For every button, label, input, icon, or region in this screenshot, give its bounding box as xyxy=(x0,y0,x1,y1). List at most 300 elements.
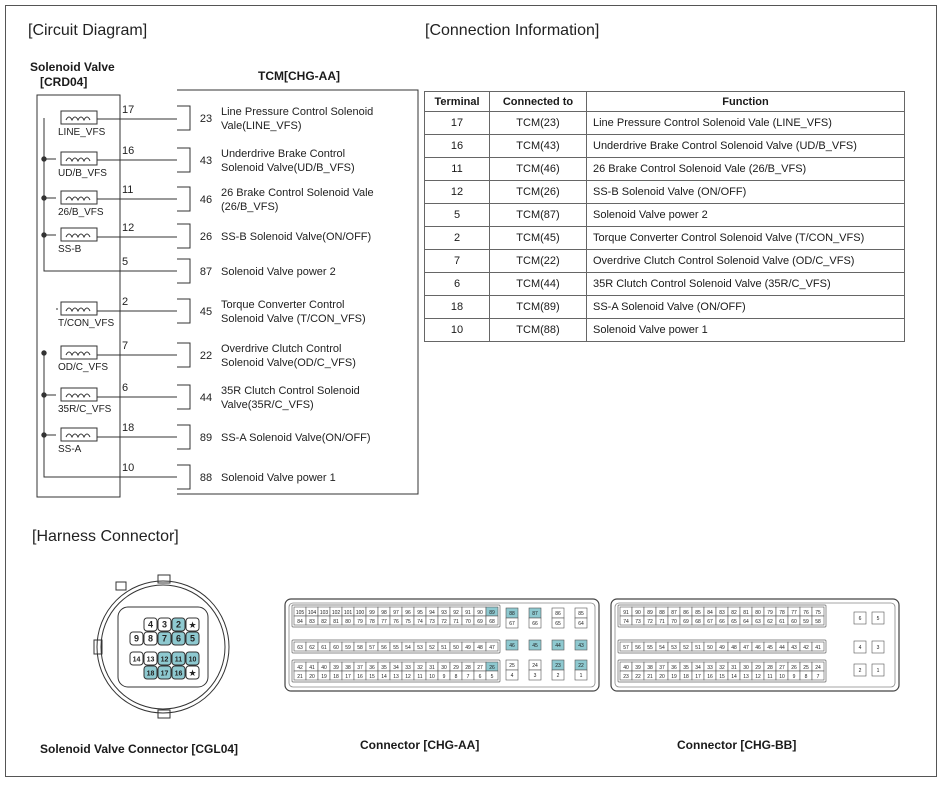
pin-55: 55 xyxy=(647,644,653,651)
pin-33: 33 xyxy=(707,664,713,671)
function-cell: Line Pressure Control Solenoid Vale (LINE_VFS) xyxy=(587,112,905,135)
pin-47: 47 xyxy=(489,644,495,651)
pin-79: 79 xyxy=(357,618,363,625)
pin-75: 75 xyxy=(405,618,411,625)
pin-57: 57 xyxy=(623,644,629,651)
pin-76: 76 xyxy=(803,609,809,616)
pin-51: 51 xyxy=(441,644,447,651)
pin-70: 70 xyxy=(465,618,471,625)
wire-number-7: 7 xyxy=(122,340,129,352)
tcm-pin-26: 26 xyxy=(199,231,213,243)
pin-60: 60 xyxy=(333,644,339,651)
connection-table xyxy=(424,91,905,342)
terminal-cell: 18 xyxy=(425,296,490,319)
connector-latch xyxy=(116,582,126,590)
connector-inner-ring xyxy=(101,585,225,709)
junction-dot xyxy=(42,433,46,437)
pin-88: 88 xyxy=(509,611,515,617)
pin-62: 62 xyxy=(309,644,315,651)
pin-59: 59 xyxy=(345,644,351,651)
wire-number-11: 11 xyxy=(122,184,134,196)
pin-86: 86 xyxy=(683,609,689,616)
table-row xyxy=(425,250,905,273)
tcm-pin-desc-43: Solenoid Valve(UD/B_VFS) xyxy=(221,162,355,174)
pin-25: 25 xyxy=(803,664,809,671)
pin-6: 6 xyxy=(175,633,182,644)
pin-12: 12 xyxy=(160,656,169,664)
pin-5: 5 xyxy=(490,673,494,680)
tcm-pin-box xyxy=(177,106,190,130)
pin-24: 24 xyxy=(815,664,821,671)
connector-outer-ring xyxy=(97,581,229,713)
tcm-pin-desc-46: (26/B_VFS) xyxy=(221,201,279,213)
pin-37: 37 xyxy=(659,664,665,671)
pin-34: 34 xyxy=(695,664,701,671)
wire-number-2: 2 xyxy=(122,296,129,308)
connected-to-cell: TCM(44) xyxy=(490,273,587,296)
pin-60: 60 xyxy=(791,618,797,625)
table-row xyxy=(425,204,905,227)
pin-96: 96 xyxy=(405,609,411,616)
coil-label-0: LINE_VFS xyxy=(58,127,106,138)
terminal-cell: 10 xyxy=(425,319,490,342)
pin-40: 40 xyxy=(321,664,327,671)
pin-19: 19 xyxy=(671,673,677,680)
pin-2: 2 xyxy=(175,619,182,630)
pin-44: 44 xyxy=(555,643,561,649)
pin-49: 49 xyxy=(719,644,725,651)
tcm-pin-box xyxy=(177,425,190,449)
tcm-pin-46: 46 xyxy=(199,194,213,206)
pin-1: 1 xyxy=(579,673,583,679)
tcm-pin-87: 87 xyxy=(199,266,213,278)
coil-symbol xyxy=(61,191,97,204)
pin-21: 21 xyxy=(297,673,303,680)
connected-to-cell: TCM(23) xyxy=(490,112,587,135)
pin-91: 91 xyxy=(465,609,471,616)
pin-92: 92 xyxy=(453,609,459,616)
pin-18: 18 xyxy=(333,673,339,680)
pin-74: 74 xyxy=(623,618,629,625)
tcm-pin-43: 43 xyxy=(199,155,213,167)
pin-98: 98 xyxy=(381,609,387,616)
pin-2: 2 xyxy=(858,668,862,674)
pin-58: 58 xyxy=(357,644,363,651)
pin-star: ★ xyxy=(188,620,197,630)
pin-27: 27 xyxy=(779,664,785,671)
pin-58: 58 xyxy=(815,618,821,625)
harness-connector-title: [Harness Connector] xyxy=(32,528,179,545)
coil-label-2: 26/B_VFS xyxy=(58,207,104,218)
tcm-pin-desc-22: Overdrive Clutch Control xyxy=(221,343,342,355)
pin-20: 20 xyxy=(309,673,315,680)
function-cell: Underdrive Brake Control Solenoid Valve (UD/B_VFS) xyxy=(587,135,905,158)
pin-4: 4 xyxy=(510,673,514,679)
pin-66: 66 xyxy=(719,618,725,625)
chg-bb-caption: Connector [CHG-BB] xyxy=(677,738,797,752)
pin-16: 16 xyxy=(707,673,713,680)
solenoid-valve-label: Solenoid Valve xyxy=(30,60,115,74)
pin-56: 56 xyxy=(381,644,387,651)
connection-info-title: [Connection Information] xyxy=(425,22,600,39)
pin-97: 97 xyxy=(393,609,399,616)
tcm-pin-desc-23: Vale(LINE_VFS) xyxy=(221,120,302,132)
power-bus-1 xyxy=(44,353,58,477)
tcm-pin-88: 88 xyxy=(199,472,213,484)
pin-50: 50 xyxy=(453,644,459,651)
pin-17: 17 xyxy=(695,673,701,680)
pin-7: 7 xyxy=(161,633,168,644)
pin-53: 53 xyxy=(417,644,423,651)
pin-28: 28 xyxy=(465,664,471,671)
junction-dot xyxy=(42,351,46,355)
pin-16: 16 xyxy=(174,670,183,678)
pin-94: 94 xyxy=(429,609,435,616)
pin-22: 22 xyxy=(635,673,641,680)
pin-54: 54 xyxy=(659,644,665,651)
function-cell: 35R Clutch Control Solenoid Valve (35R/C_VFS) xyxy=(587,273,905,296)
pin-40: 40 xyxy=(623,664,629,671)
pin-99: 99 xyxy=(369,609,375,616)
pin-9: 9 xyxy=(133,633,140,644)
table-row xyxy=(425,181,905,204)
pin-80: 80 xyxy=(755,609,761,616)
solenoid-valve-code: [CRD04] xyxy=(40,75,88,89)
pin-11: 11 xyxy=(767,673,773,680)
pin-83: 83 xyxy=(719,609,725,616)
coil-label-3: SS-B xyxy=(58,244,82,255)
tcm-pin-desc-45: Solenoid Valve (T/CON_VFS) xyxy=(221,313,366,325)
pin-3: 3 xyxy=(533,673,537,679)
tcm-pin-box xyxy=(177,385,190,409)
connected-to-cell: TCM(45) xyxy=(490,227,587,250)
pin-65: 65 xyxy=(731,618,737,625)
pin-73: 73 xyxy=(429,618,435,625)
connected-to-cell: TCM(22) xyxy=(490,250,587,273)
table-header-row xyxy=(425,92,905,112)
pin-95: 95 xyxy=(417,609,423,616)
function-cell: Torque Converter Control Solenoid Valve (T/CON_VFS) xyxy=(587,227,905,250)
pin-35: 35 xyxy=(381,664,387,671)
pin-31: 31 xyxy=(429,664,435,671)
table-row xyxy=(425,112,905,135)
pin-76: 76 xyxy=(393,618,399,625)
pin-11: 11 xyxy=(174,656,183,664)
junction-dot xyxy=(42,157,46,161)
function-cell: Overdrive Clutch Control Solenoid Valve (OD/C_VFS) xyxy=(587,250,905,273)
coil-symbol xyxy=(61,346,97,359)
terminal-cell: 5 xyxy=(425,204,490,227)
pin-91: 91 xyxy=(623,609,629,616)
junction-dot xyxy=(42,393,46,397)
pin-84: 84 xyxy=(707,609,713,616)
pin-64: 64 xyxy=(578,621,584,627)
tcm-pin-desc-87: Solenoid Valve power 2 xyxy=(221,266,336,278)
pin-15: 15 xyxy=(369,673,375,680)
pin-67: 67 xyxy=(509,621,515,627)
pin-70: 70 xyxy=(671,618,677,625)
pin-67: 67 xyxy=(707,618,713,625)
connected-to-cell: TCM(46) xyxy=(490,158,587,181)
function-cell: 26 Brake Control Solenoid Vale (26/B_VFS) xyxy=(587,158,905,181)
pin-59: 59 xyxy=(803,618,809,625)
pin-55: 55 xyxy=(393,644,399,651)
pin-8: 8 xyxy=(454,673,458,680)
pin-18: 18 xyxy=(146,670,155,678)
table-row xyxy=(425,135,905,158)
coil-symbol xyxy=(61,152,97,165)
junction-dot xyxy=(42,196,46,200)
pin-82: 82 xyxy=(731,609,737,616)
tcm-pin-desc-88: Solenoid Valve power 1 xyxy=(221,472,336,484)
pin-29: 29 xyxy=(755,664,761,671)
pin-65: 65 xyxy=(555,621,561,627)
pin-36: 36 xyxy=(671,664,677,671)
pin-32: 32 xyxy=(719,664,725,671)
header-terminal: Terminal xyxy=(425,92,490,112)
pin-1: 1 xyxy=(876,668,880,674)
pin-56: 56 xyxy=(635,644,641,651)
connected-to-cell: TCM(87) xyxy=(490,204,587,227)
tcm-pin-desc-26: SS-B Solenoid Valve(ON/OFF) xyxy=(221,231,372,243)
terminal-cell: 16 xyxy=(425,135,490,158)
tcm-pin-box xyxy=(177,465,190,489)
wire-number-10: 10 xyxy=(122,462,135,474)
pin-46: 46 xyxy=(755,644,761,651)
pin-17: 17 xyxy=(345,673,351,680)
cgl04-connector xyxy=(88,572,238,722)
pin-4: 4 xyxy=(147,619,154,630)
pin-42: 42 xyxy=(297,664,303,671)
pin-29: 29 xyxy=(453,664,459,671)
pin-26: 26 xyxy=(791,664,797,671)
terminal-cell: 6 xyxy=(425,273,490,296)
tcm-pin-box xyxy=(177,343,190,367)
pin-13: 13 xyxy=(743,673,749,680)
chg-aa-connector xyxy=(284,598,602,694)
coil-symbol xyxy=(61,228,97,241)
pin-100: 100 xyxy=(355,609,365,616)
pin-8: 8 xyxy=(147,633,154,644)
pin-78: 78 xyxy=(369,618,375,625)
pin-87: 87 xyxy=(671,609,677,616)
pin-74: 74 xyxy=(417,618,423,625)
pin-27: 27 xyxy=(477,664,483,671)
pin-12: 12 xyxy=(755,673,761,680)
tcm-pin-45: 45 xyxy=(199,306,213,318)
pin-103: 103 xyxy=(319,609,329,616)
wire-number-16: 16 xyxy=(122,145,135,157)
pin-14: 14 xyxy=(381,673,387,680)
pin-5: 5 xyxy=(189,633,196,644)
pin-51: 51 xyxy=(695,644,701,651)
pin-48: 48 xyxy=(731,644,737,651)
pin-3: 3 xyxy=(161,619,168,630)
pin-86: 86 xyxy=(555,611,561,617)
connected-to-cell: TCM(43) xyxy=(490,135,587,158)
pin-2: 2 xyxy=(556,673,560,679)
pin-18: 18 xyxy=(683,673,689,680)
pin-89: 89 xyxy=(489,609,495,616)
pin-61: 61 xyxy=(779,618,785,625)
pin-54: 54 xyxy=(405,644,411,651)
pin-101: 101 xyxy=(343,609,353,616)
pin-6: 6 xyxy=(858,616,862,622)
pin-23: 23 xyxy=(555,663,561,669)
pin-41: 41 xyxy=(309,664,315,671)
pin-12: 12 xyxy=(405,673,411,680)
tcm-pin-box xyxy=(177,187,190,211)
tcm-pin-22: 22 xyxy=(199,350,213,362)
pin-78: 78 xyxy=(779,609,785,616)
pin-87: 87 xyxy=(532,611,538,617)
table-row xyxy=(425,296,905,319)
tcm-pin-desc-44: 35R Clutch Control Solenoid xyxy=(221,385,360,397)
pin-17: 17 xyxy=(160,670,169,678)
pin-41: 41 xyxy=(815,644,821,651)
connector-tab-bottom xyxy=(158,710,170,718)
coil-label-5: OD/C_VFS xyxy=(58,362,109,373)
pin-13: 13 xyxy=(146,656,155,664)
pin-49: 49 xyxy=(465,644,471,651)
tcm-pin-desc-45: Torque Converter Control xyxy=(221,299,345,311)
pin-104: 104 xyxy=(307,609,317,616)
coil-symbol xyxy=(61,428,97,441)
pin-38: 38 xyxy=(345,664,351,671)
tcm-pin-desc-22: Solenoid Valve(OD/C_VFS) xyxy=(221,357,356,369)
power-bus-2 xyxy=(44,118,58,271)
chg-aa-caption: Connector [CHG-AA] xyxy=(360,738,480,752)
pin-81: 81 xyxy=(743,609,749,616)
pin-85: 85 xyxy=(695,609,701,616)
pin-63: 63 xyxy=(297,644,303,651)
tcm-pin-89: 89 xyxy=(199,432,213,444)
pin-52: 52 xyxy=(429,644,435,651)
pin-45: 45 xyxy=(767,644,773,651)
coil-label-6: 35R/C_VFS xyxy=(58,404,112,415)
pin-10: 10 xyxy=(188,656,197,664)
header-function: Function xyxy=(587,92,905,112)
table-row xyxy=(425,273,905,296)
pin-22: 22 xyxy=(578,663,584,669)
terminal-cell: 17 xyxy=(425,112,490,135)
pin-3: 3 xyxy=(876,645,880,651)
cgl04-caption: Solenoid Valve Connector [CGL04] xyxy=(40,742,239,756)
tcm-pin-23: 23 xyxy=(199,113,213,125)
pin-81: 81 xyxy=(333,618,339,625)
pin-37: 37 xyxy=(357,664,363,671)
pin-5: 5 xyxy=(876,616,880,622)
pin-77: 77 xyxy=(381,618,387,625)
coil-symbol xyxy=(61,388,97,401)
tcm-pin-desc-46: 26 Brake Control Solenoid Vale xyxy=(221,187,374,199)
pin-6: 6 xyxy=(478,673,482,680)
pin-88: 88 xyxy=(659,609,665,616)
pin-20: 20 xyxy=(659,673,665,680)
pin-68: 68 xyxy=(489,618,495,625)
pin-15: 15 xyxy=(719,673,725,680)
table-row xyxy=(425,319,905,342)
connected-to-cell: TCM(89) xyxy=(490,296,587,319)
pin-73: 73 xyxy=(635,618,641,625)
function-cell: Solenoid Valve power 2 xyxy=(587,204,905,227)
table-row xyxy=(425,158,905,181)
pin-8: 8 xyxy=(804,673,808,680)
pin-75: 75 xyxy=(815,609,821,616)
pin-71: 71 xyxy=(659,618,665,625)
junction-dot xyxy=(42,233,46,237)
tcm-pin-box xyxy=(177,148,190,172)
function-cell: SS-B Solenoid Valve (ON/OFF) xyxy=(587,181,905,204)
pin-69: 69 xyxy=(477,618,483,625)
pin-19: 19 xyxy=(321,673,327,680)
wire-number-6: 6 xyxy=(122,382,129,394)
pin-30: 30 xyxy=(743,664,749,671)
pin-47: 47 xyxy=(743,644,749,651)
pin-50: 50 xyxy=(707,644,713,651)
pin-84: 84 xyxy=(297,618,303,625)
pin-79: 79 xyxy=(767,609,773,616)
pin-105: 105 xyxy=(295,609,305,616)
pin-63: 63 xyxy=(755,618,761,625)
wire-number-12: 12 xyxy=(122,222,135,234)
terminal-cell: 11 xyxy=(425,158,490,181)
pin-35: 35 xyxy=(683,664,689,671)
pin-10: 10 xyxy=(429,673,435,680)
pin-4: 4 xyxy=(858,645,862,651)
pin-13: 13 xyxy=(393,673,399,680)
pin-36: 36 xyxy=(369,664,375,671)
tcm-title: TCM[CHG-AA] xyxy=(258,69,340,83)
pin-39: 39 xyxy=(333,664,339,671)
pin-star: ★ xyxy=(188,668,197,678)
tcm-pin-desc-43: Underdrive Brake Control xyxy=(221,148,346,160)
pin-71: 71 xyxy=(453,618,459,625)
connected-to-cell: TCM(88) xyxy=(490,319,587,342)
wire-number-17: 17 xyxy=(122,104,135,116)
coil-symbol xyxy=(61,111,97,124)
pin-9: 9 xyxy=(442,673,446,680)
pin-72: 72 xyxy=(647,618,653,625)
pin-43: 43 xyxy=(791,644,797,651)
tcm-pin-desc-23: Line Pressure Control Solenoid xyxy=(221,106,374,118)
tcm-pin-box xyxy=(177,259,190,283)
pin-82: 82 xyxy=(321,618,327,625)
coil-label-1: UD/B_VFS xyxy=(58,168,107,179)
pin-14: 14 xyxy=(132,656,141,664)
function-cell: Solenoid Valve power 1 xyxy=(587,319,905,342)
pin-24: 24 xyxy=(532,663,538,669)
pin-66: 66 xyxy=(532,621,538,627)
pin-90: 90 xyxy=(477,609,483,616)
pin-44: 44 xyxy=(779,644,785,651)
pin-14: 14 xyxy=(731,673,737,680)
pin-23: 23 xyxy=(623,673,629,680)
pin-102: 102 xyxy=(331,609,341,616)
tcm-pin-desc-89: SS-A Solenoid Valve(ON/OFF) xyxy=(221,432,371,444)
pin-80: 80 xyxy=(345,618,351,625)
pin-46: 46 xyxy=(509,643,515,649)
pin-52: 52 xyxy=(683,644,689,651)
pin-53: 53 xyxy=(671,644,677,651)
pin-89: 89 xyxy=(647,609,653,616)
coil-label-4: T/CON_VFS xyxy=(58,318,115,329)
function-cell: SS-A Solenoid Valve (ON/OFF) xyxy=(587,296,905,319)
pin-7: 7 xyxy=(816,673,820,680)
pin-69: 69 xyxy=(683,618,689,625)
tcm-pin-box xyxy=(177,299,190,323)
pin-28: 28 xyxy=(767,664,773,671)
